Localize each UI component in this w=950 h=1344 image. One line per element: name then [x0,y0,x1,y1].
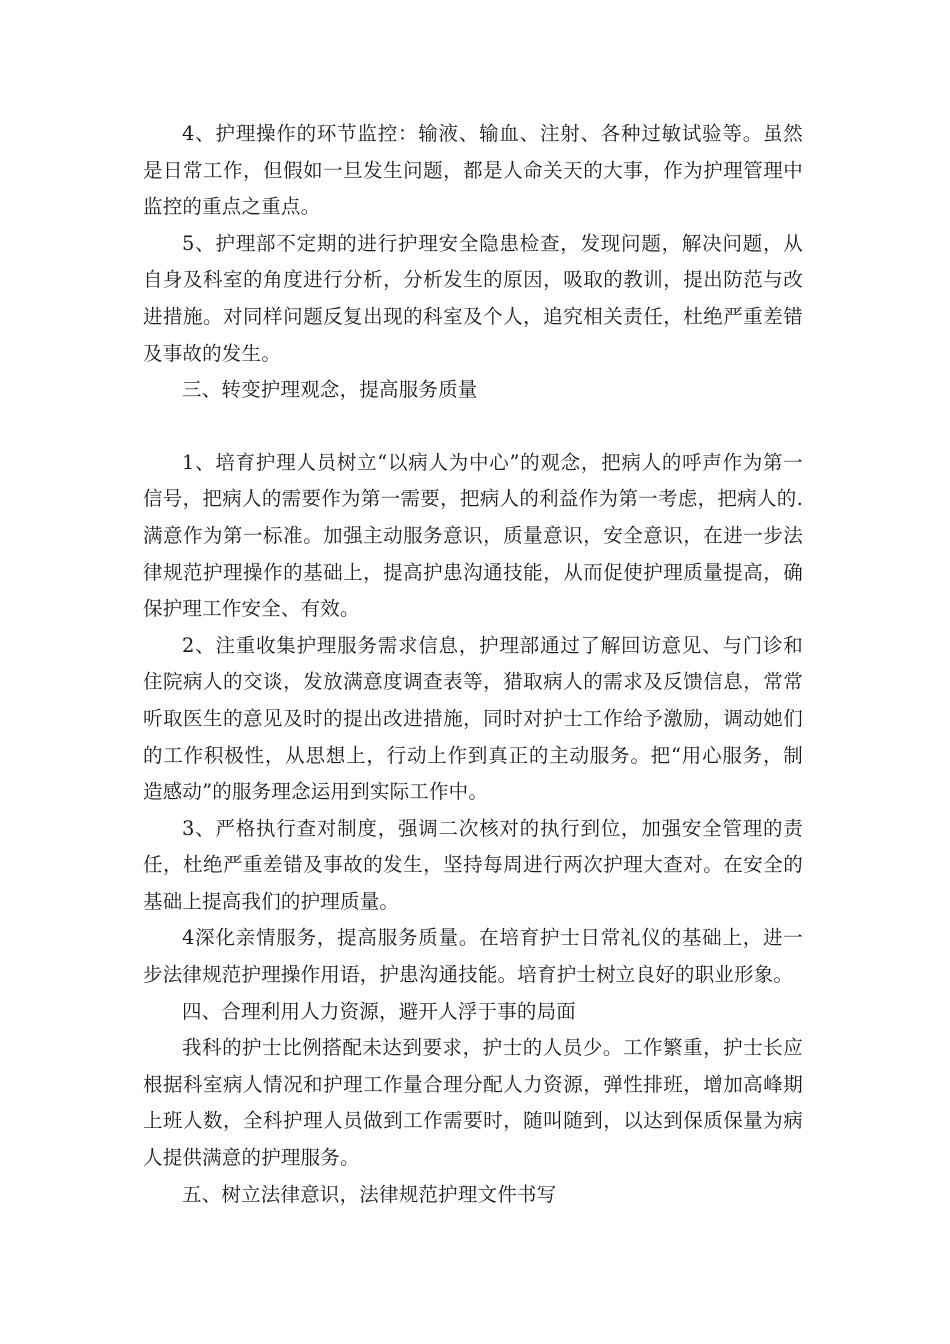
paragraph-patient-centered: 1、培育护理人员树立“以病人为中心”的观念，把病人的呼声作为第一信号，把病人的需要作为第一需要，把病人的利益作为第一考虑，把病人的.满意作为第一标准。加强主动服务意识，质量意识，安全意识，在进一步法律规范护理操作的基础上，提高护患沟通技能，从而促使护理质量提高，确保护理工作安全、有效。 [143,450,803,621]
paragraph-nursing-operation-monitoring: 4、护理操作的环节监控：输液、输血、注射、各种过敏试验等。虽然是日常工作，但假如一旦发生问题，都是人命关天的大事，作为护理管理中监控的重点之重点。 [143,122,803,219]
paragraph-safety-hazard-inspection: 5、护理部不定期的进行护理安全隐患检查，发现问题，解决问题，从自身及科室的角度进行分析，分析发生的原因，吸取的教训，提出防范与改进措施。对同样问题反复出现的科室及个人，追究相关责任，杜绝严重差错及事故的发生。 [143,231,803,365]
document-body [143,116,803,1213]
section-heading-3: 三、转变护理观念，提高服务质量 [182,378,478,402]
paragraph-family-service: 4深化亲情服务，提高服务质量。在培育护士日常礼仪的基础上，进一步法律规范护理操作用语，护患沟通技能。培育护士树立良好的职业形象。 [143,926,803,987]
paragraph-human-resources: 我科的护士比例搭配未达到要求，护士的人员少。工作繁重，护士长应根据科室病人情况和护理工作量合理分配人力资源，弹性排班，增加高峰期上班人数，全科护理人员做到工作需要时，随叫随到，以达到保质保量为病人提供满意的护理服务。 [143,1036,803,1170]
paragraph-service-feedback: 2、注重收集护理服务需求信息，护理部通过了解回访意见、与门诊和住院病人的交谈，发放满意度调查表等，猎取病人的需求及反馈信息，常常听取医生的意见及时的提出改进措施，同时对护士工作给予激励，调动她们的工作积极性，从思想上，行动上作到真正的主动服务。把“用心服务，制造感动”的服务理念运用到实际工作中。 [143,633,803,804]
paragraph-check-system: 3、严格执行查对制度，强调二次核对的执行到位，加强安全管理的责任，杜绝严重差错及事故的发生，坚持每周进行两次护理大查对。在安全的基础上提高我们的护理质量。 [143,816,803,913]
blank-line [143,409,803,445]
section-heading-5: 五、树立法律意识，法律规范护理文件书写 [182,1182,557,1206]
section-heading-4: 四、合理利用人力资源，避开人浮于事的局面 [182,999,577,1023]
